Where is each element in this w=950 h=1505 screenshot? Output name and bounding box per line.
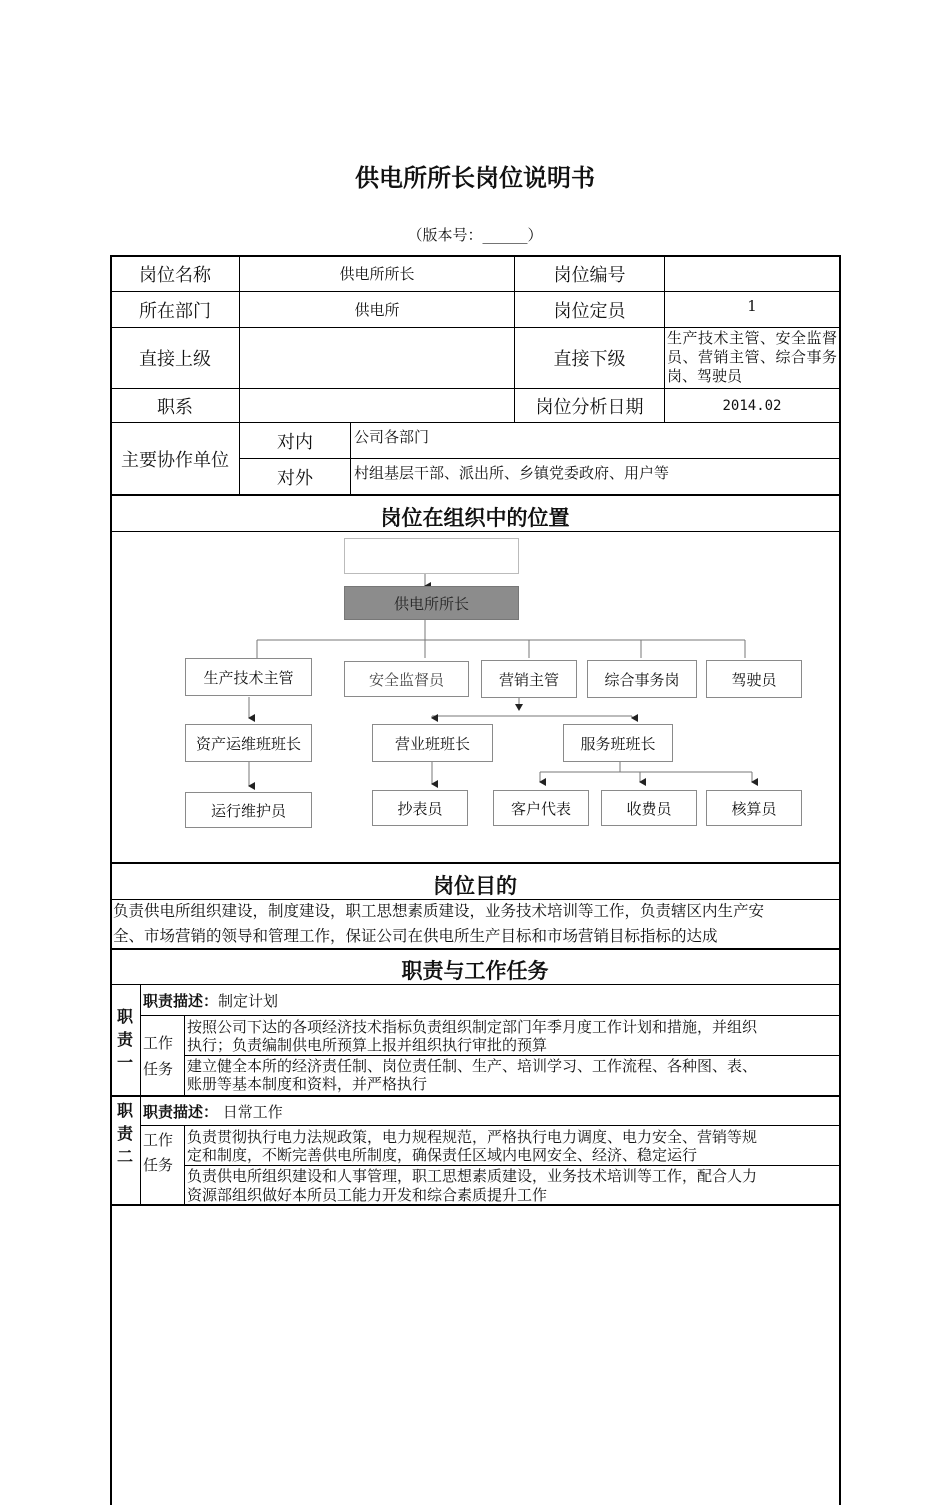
headcount-value: 1 xyxy=(747,297,757,315)
purpose-section-title: 岗位目的 xyxy=(433,874,517,898)
org-asset-team-leader: 资产运维班班长 xyxy=(185,724,312,762)
internal-value: 公司各部门 xyxy=(354,428,430,446)
duty1-label-char: 一 xyxy=(116,1053,133,1072)
analysis-date-value: 2014.02 xyxy=(722,397,782,414)
page-title: 供电所所长岗位说明书 xyxy=(355,164,595,192)
job-series-label: 职系 xyxy=(157,396,193,418)
duty1-description xyxy=(143,990,278,1011)
org-self-box: 供电所所长 xyxy=(344,586,519,620)
duty1-task-label: 工作 xyxy=(143,1034,174,1052)
duty1-label-char: 责 xyxy=(116,1030,133,1049)
duty2-task1-line: 负责贯彻执行电力法规政策，电力规程规范，严格执行电力调度、电力安全、营销等规 xyxy=(187,1128,758,1146)
org-top-box xyxy=(344,538,519,574)
duty1-task1-line: 执行；负责编制供电所预算上报并组织执行审批的预算 xyxy=(187,1036,548,1054)
duties-section-title: 职责与工作任务 xyxy=(401,959,549,983)
purpose-line-1: 负责供电所组织建设，制度建设，职工思想素质建设，业务技术培训等工作，负责辖区内生产安 xyxy=(113,902,765,920)
duty2-label-char: 二 xyxy=(116,1147,133,1166)
org-toll-collector: 收费员 xyxy=(601,790,697,826)
org-meter-reader: 抄表员 xyxy=(372,790,468,826)
analysis-date-label: 岗位分析日期 xyxy=(535,396,644,418)
cooperation-label: 主要协作单位 xyxy=(121,449,229,471)
position-name-value: 供电所所长 xyxy=(339,265,415,283)
purpose-line-2: 全、市场营销的领导和管理工作，保证公司在供电所生产目标和市场营销目标指标的达成 xyxy=(113,927,718,945)
duty2-desc-value: 日常工作 xyxy=(218,1103,283,1121)
duty1-label-char: 职 xyxy=(116,1007,133,1026)
duty1-desc-label: 职责描述： xyxy=(143,992,219,1010)
version-number: （版本号：______） xyxy=(407,226,543,244)
department-value: 供电所 xyxy=(354,301,400,319)
duty1-task1-line: 按照公司下达的各项经济技术指标负责组织制定部门年季月度工作计划和措施，并组织 xyxy=(187,1018,758,1036)
duty1-task2-line: 建立健全本所的经济责任制、岗位责任制、生产、培训学习、工作流程、各种图、表、 xyxy=(187,1057,758,1075)
duty2-desc-label: 职责描述： xyxy=(143,1103,219,1121)
duty1-desc-value: 制定计划 xyxy=(218,992,279,1010)
duty2-task2-line: 负责供电所组织建设和人事管理，职工思想素质建设，业务技术培训等工作，配合人力 xyxy=(187,1167,758,1185)
duty2-label-char: 责 xyxy=(116,1124,133,1143)
department-label: 所在部门 xyxy=(139,300,211,322)
duty2-task2-line: 资源部组织做好本所员工能力开发和综合素质提升工作 xyxy=(187,1186,548,1204)
org-customer-rep: 客户代表 xyxy=(493,790,589,826)
org-business-team-leader: 营业班班长 xyxy=(372,724,493,762)
org-section-title: 岗位在组织中的位置 xyxy=(380,506,570,530)
org-driver: 驾驶员 xyxy=(706,660,802,698)
org-sales-supervisor: 营销主管 xyxy=(481,660,577,698)
duty2-label-char: 职 xyxy=(116,1101,133,1120)
internal-label: 对内 xyxy=(277,431,313,453)
external-value: 村组基层干部、派出所、乡镇党委政府、用户等 xyxy=(354,464,670,482)
headcount-label: 岗位定员 xyxy=(553,300,626,322)
duty2-description xyxy=(143,1101,283,1122)
org-safety-supervisor: 安全监督员 xyxy=(344,661,469,697)
duty2-task-label: 工作 xyxy=(143,1131,174,1149)
org-accountant: 核算员 xyxy=(706,790,802,826)
org-admin-post: 综合事务岗 xyxy=(587,660,697,698)
position-code-label: 岗位编号 xyxy=(553,264,626,286)
duty1-task-label: 任务 xyxy=(143,1060,174,1078)
org-tech-supervisor: 生产技术主管 xyxy=(185,658,312,696)
external-label: 对外 xyxy=(277,467,313,489)
org-maintenance-staff: 运行维护员 xyxy=(185,792,312,828)
subordinate-label: 直接下级 xyxy=(553,349,626,370)
duty1-task2-line: 账册等基本制度和资料，并严格执行 xyxy=(187,1075,428,1093)
org-service-team-leader: 服务班班长 xyxy=(563,724,673,762)
duty2-task1-line: 定和制度，不断完善供电所制度，确保责任区域内电网安全、经济、稳定运行 xyxy=(187,1146,698,1164)
superior-label: 直接上级 xyxy=(139,349,211,370)
subordinate-value: 生产技术主管、安全监督员、营销主管、综合事务岗、驾驶员 xyxy=(667,329,837,385)
position-name-label: 岗位名称 xyxy=(139,264,211,286)
duty2-task-label: 任务 xyxy=(143,1156,174,1174)
